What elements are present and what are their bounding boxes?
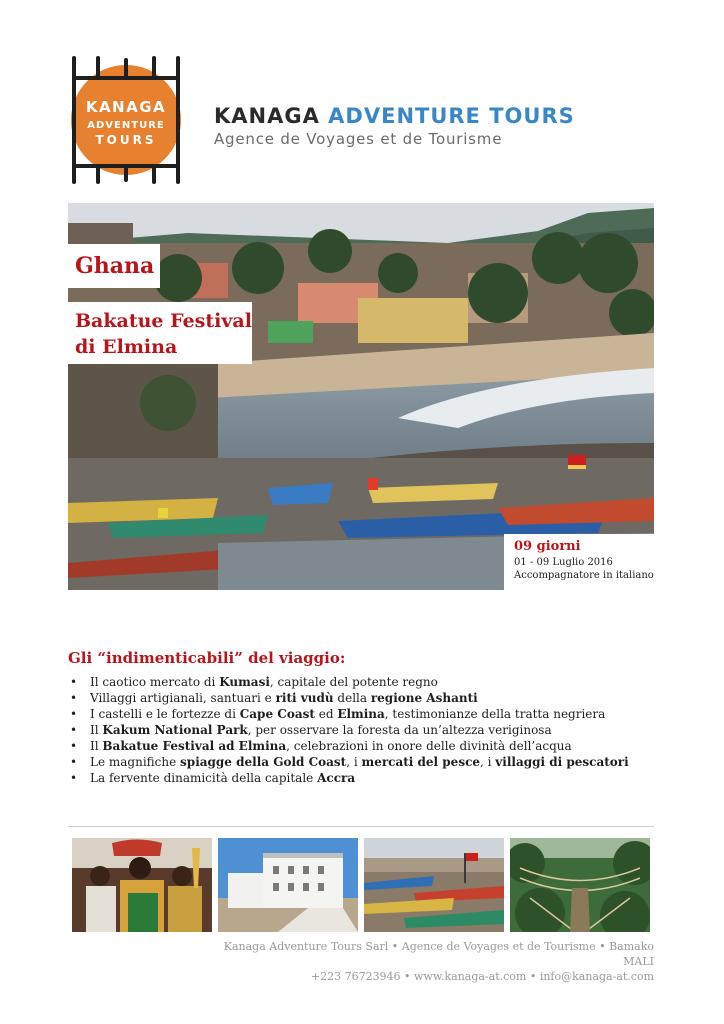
highlights-list — [68, 674, 668, 786]
logo-text-2: ADVENTURE — [87, 120, 165, 131]
country-title: Ghana — [68, 244, 160, 288]
highlight-item — [68, 754, 668, 770]
highlight-text: , celebrazioni in onore delle divinità dell’acqua — [286, 739, 572, 753]
highlight-keyword: mercati del pesce — [361, 755, 481, 769]
highlights-title: Gli “indimenticabili” del viaggio: — [68, 649, 346, 667]
brand-subtitle: Agence de Voyages et de Tourisme — [214, 130, 503, 148]
highlight-text: Il caotico mercato di — [90, 675, 220, 689]
tour-title — [68, 302, 252, 364]
highlight-text: della — [333, 691, 371, 705]
photo-ashanti-chiefs — [72, 838, 212, 932]
highlight-item — [68, 770, 668, 786]
highlight-item — [68, 738, 668, 754]
highlight-text: , testimonianze della tratta negriera — [384, 707, 606, 721]
footer-contact-line: +223 76723946 • www.kanaga-at.com • info@kanaga-at.com — [310, 970, 654, 983]
divider-line — [68, 826, 654, 827]
footer-company-line: Kanaga Adventure Tours Sarl • Agence de Voyages et de Tourisme • Bamako MALI — [223, 940, 654, 968]
highlight-text: , per osservare la foresta da un’altezza veriginosa — [247, 723, 552, 737]
highlight-keyword: Accra — [317, 771, 356, 785]
highlight-keyword: riti vudù — [275, 691, 334, 705]
highlight-text: Il — [90, 723, 103, 737]
tour-dates: 01 - 09 Luglio 2016 — [514, 557, 613, 568]
highlight-keyword: Cape Coast — [239, 707, 315, 721]
highlight-text: I castelli e le fortezze di — [90, 707, 240, 721]
logo-text-1: KANAGA — [85, 98, 167, 116]
logo-text-3: TOURS — [95, 133, 157, 147]
brand-name — [214, 104, 575, 128]
tour-title-line-2: di Elmina — [75, 336, 178, 358]
highlight-item — [68, 674, 668, 690]
footer — [200, 939, 654, 984]
tour-info-box — [504, 534, 654, 590]
brand-block — [214, 104, 575, 148]
highlight-text: La fervente dinamicità della capitale — [90, 771, 318, 785]
highlight-keyword: regione Ashanti — [370, 691, 478, 705]
highlight-item — [68, 722, 668, 738]
highlight-keyword: Kumasi — [219, 675, 270, 689]
brand-name-kanaga: KANAGA — [214, 104, 320, 128]
highlight-keyword: spiagge della Gold Coast — [180, 755, 347, 769]
highlight-keyword: villaggi di pescatori — [495, 755, 629, 769]
photo-kakum-canopy-walk — [510, 838, 650, 932]
highlight-text: Il — [90, 739, 103, 753]
photo-elmina-castle — [218, 838, 358, 932]
highlight-item — [68, 706, 668, 722]
highlight-text: , i — [480, 755, 496, 769]
photo-strip — [72, 838, 652, 932]
tour-duration: 09 giorni — [514, 539, 581, 554]
highlight-text: Le magnifiche — [90, 755, 181, 769]
highlight-item — [68, 690, 668, 706]
tour-title-line-1: Bakatue Festival — [75, 310, 252, 332]
highlight-keyword: Bakatue Festival ad Elmina — [102, 739, 287, 753]
highlight-text: , i — [346, 755, 362, 769]
brand-name-adventure-tours: ADVENTURE TOURS — [328, 104, 575, 128]
highlight-text: , capitale del potente regno — [269, 675, 438, 689]
tour-guide-note: Accompagnatore in italiano — [514, 570, 654, 581]
highlight-text: ed — [314, 707, 338, 721]
highlight-text: Villaggi artigianali, santuari e — [90, 691, 276, 705]
photo-fishing-boats — [364, 838, 504, 932]
highlight-keyword: Kakum National Park — [102, 723, 248, 737]
highlight-keyword: Elmina — [337, 707, 385, 721]
kanaga-logo — [68, 54, 184, 186]
